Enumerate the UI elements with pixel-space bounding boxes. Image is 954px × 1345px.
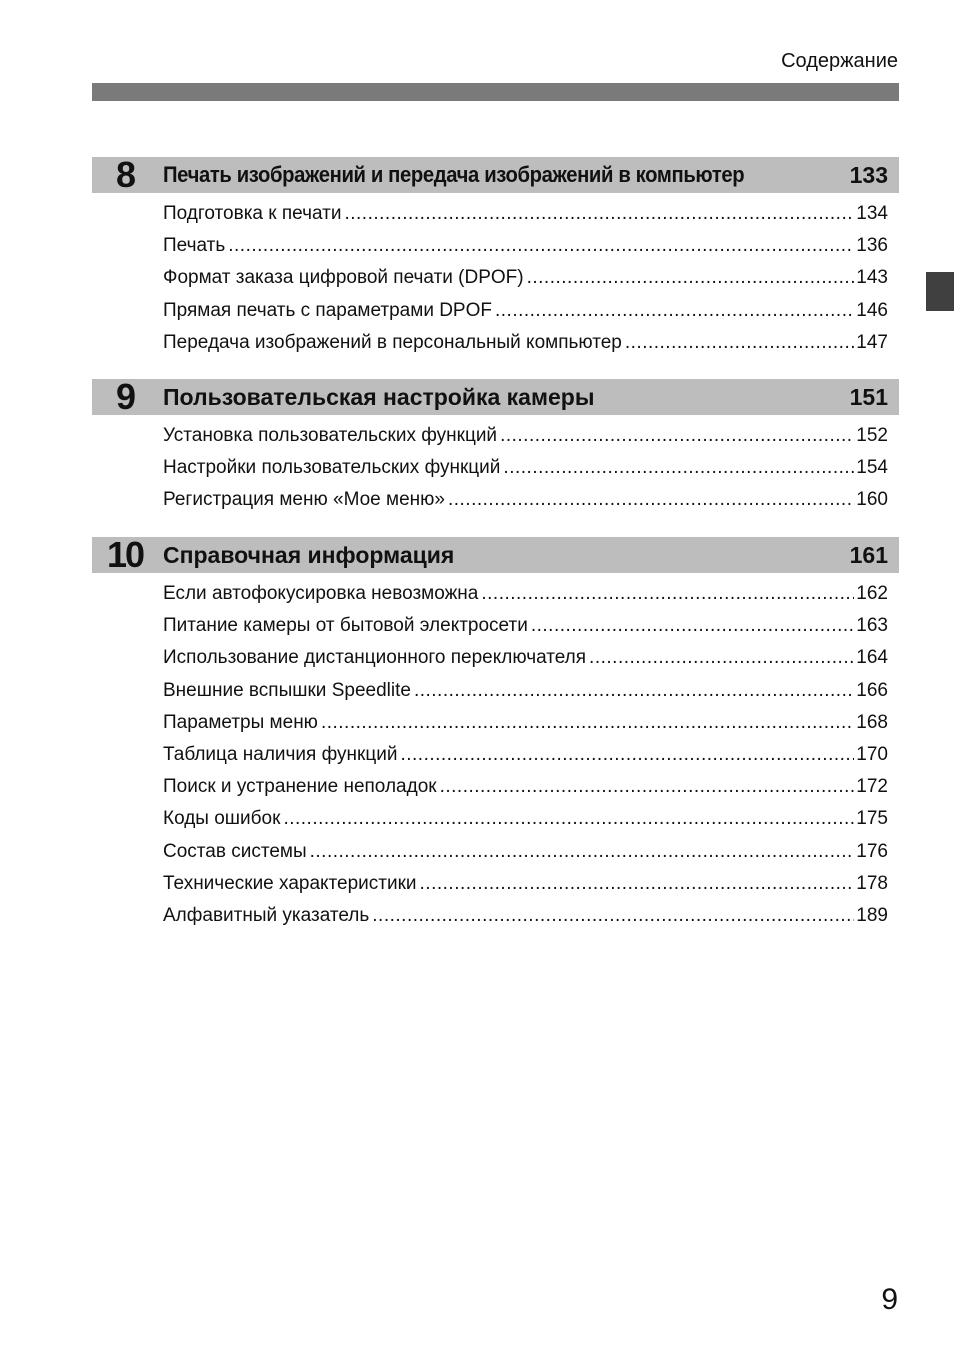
toc-entry-label: Алфавитный указатель bbox=[163, 904, 370, 926]
toc-entry-label: Передача изображений в персональный компьютер bbox=[163, 331, 622, 353]
toc-entry-label: Состав системы bbox=[163, 840, 307, 862]
toc-entry-page: 170 bbox=[856, 743, 888, 765]
chapter-title: Пользовательская настройка камеры bbox=[163, 384, 595, 410]
toc-entry-page: 136 bbox=[856, 235, 888, 257]
toc-entry-page: 172 bbox=[856, 776, 888, 798]
toc-entry-page: 152 bbox=[856, 425, 888, 446]
toc-entry-label: Прямая печать с параметрами DPOF bbox=[163, 299, 492, 321]
chapter-number: 8 bbox=[115, 154, 135, 195]
chapter-page: 161 bbox=[849, 542, 888, 568]
toc-entry-page: 154 bbox=[856, 457, 888, 479]
toc-entry-label: Использование дистанционного переключателя bbox=[163, 647, 587, 669]
toc-entry[interactable] bbox=[163, 198, 888, 230]
chapter-title: Печать изображений и передача изображений в компьютер bbox=[163, 162, 745, 187]
dot-leader bbox=[283, 803, 854, 835]
toc-entries bbox=[92, 420, 899, 517]
dot-leader bbox=[589, 642, 854, 674]
toc-entry-page: 147 bbox=[856, 331, 888, 353]
dot-leader bbox=[321, 707, 854, 739]
chapter-section bbox=[92, 154, 899, 359]
toc-entry[interactable] bbox=[163, 707, 888, 739]
toc-entry[interactable] bbox=[163, 262, 888, 294]
dot-leader bbox=[420, 868, 855, 900]
toc-entry-label: Печать bbox=[163, 235, 226, 257]
dot-leader bbox=[414, 675, 854, 707]
toc-entries bbox=[92, 198, 899, 359]
dot-leader bbox=[228, 230, 854, 262]
chapter-section bbox=[92, 376, 899, 517]
dot-leader bbox=[531, 610, 854, 642]
toc-entry-label: Параметры меню bbox=[163, 711, 318, 733]
dot-leader bbox=[448, 484, 854, 516]
dot-leader bbox=[440, 771, 855, 803]
toc-entry-page: 166 bbox=[856, 679, 888, 701]
chapter-number: 10 bbox=[106, 534, 144, 575]
toc-entry[interactable] bbox=[163, 484, 888, 516]
toc-entry-label: Технические характеристики bbox=[163, 872, 417, 894]
toc-entry[interactable] bbox=[163, 610, 888, 642]
chapter-thumb-tab bbox=[926, 272, 954, 311]
toc-entries bbox=[92, 578, 899, 932]
toc-entry-label: Настройки пользовательских функций bbox=[163, 457, 501, 479]
toc-entry-page: 189 bbox=[856, 904, 888, 926]
toc-entry[interactable] bbox=[163, 452, 888, 484]
toc-entry-label: Регистрация меню «Мое меню» bbox=[163, 489, 445, 511]
dot-leader bbox=[310, 836, 855, 868]
toc-entry[interactable] bbox=[163, 230, 888, 262]
dot-leader bbox=[500, 420, 854, 452]
dot-leader bbox=[372, 900, 854, 932]
toc-entry[interactable] bbox=[163, 771, 888, 803]
toc-entry-label: Подготовка к печати bbox=[163, 203, 342, 224]
toc-entry[interactable] bbox=[163, 900, 888, 932]
toc-entry-page: 176 bbox=[856, 840, 888, 862]
toc-entry-page: 162 bbox=[856, 583, 888, 604]
toc-entry-page: 146 bbox=[856, 299, 888, 321]
chapter-number: 9 bbox=[115, 376, 135, 417]
toc-entry[interactable] bbox=[163, 295, 888, 327]
dot-leader bbox=[344, 198, 854, 230]
toc-entry-page: 175 bbox=[856, 808, 888, 830]
toc-entry[interactable] bbox=[163, 642, 888, 674]
toc-entry[interactable] bbox=[163, 327, 888, 359]
toc-entry[interactable] bbox=[163, 420, 888, 452]
toc-entry-label: Таблица наличия функций bbox=[163, 743, 398, 765]
chapter-page: 151 bbox=[849, 384, 888, 410]
dot-leader bbox=[400, 739, 854, 771]
toc-entry-label: Питание камеры от бытовой электросети bbox=[163, 615, 528, 637]
toc-entry-page: 164 bbox=[856, 647, 888, 669]
dot-leader bbox=[495, 295, 854, 327]
chapter-page: 133 bbox=[849, 162, 888, 188]
dot-leader bbox=[625, 327, 854, 359]
toc-entry-label: Внешние вспышки Speedlite bbox=[163, 679, 411, 701]
toc-entry-page: 168 bbox=[856, 711, 888, 733]
dot-leader bbox=[481, 578, 854, 610]
toc-entry-label: Если автофокусировка невозможна bbox=[163, 583, 479, 604]
toc-entry[interactable] bbox=[163, 675, 888, 707]
toc-entry-label: Установка пользовательских функций bbox=[163, 425, 498, 446]
dot-leader bbox=[503, 452, 854, 484]
page-number: 9 bbox=[881, 1283, 898, 1316]
toc-entry-page: 134 bbox=[856, 203, 888, 224]
toc-entry-label: Формат заказа цифровой печати (DPOF) bbox=[163, 267, 524, 289]
toc-entry-page: 143 bbox=[856, 267, 888, 289]
chapter-heading[interactable] bbox=[92, 154, 899, 195]
toc-entry-label: Поиск и устранение неполадок bbox=[163, 776, 437, 798]
dot-leader bbox=[527, 262, 855, 294]
chapter-title: Справочная информация bbox=[163, 542, 455, 568]
page-header-title: Содержание bbox=[781, 50, 898, 72]
header-rule bbox=[92, 83, 899, 101]
toc-entry[interactable] bbox=[163, 836, 888, 868]
toc-entry[interactable] bbox=[163, 868, 888, 900]
toc-entry-page: 163 bbox=[856, 615, 888, 637]
chapter-heading[interactable] bbox=[92, 534, 899, 575]
chapter-heading[interactable] bbox=[92, 376, 899, 417]
toc-entry[interactable] bbox=[163, 739, 888, 771]
toc-entry-page: 178 bbox=[856, 872, 888, 894]
toc-entry-label: Коды ошибок bbox=[163, 808, 281, 830]
chapter-section bbox=[92, 534, 899, 932]
toc-entry[interactable] bbox=[163, 578, 888, 610]
toc-entry-page: 160 bbox=[856, 489, 888, 511]
toc-entry[interactable] bbox=[163, 803, 888, 835]
